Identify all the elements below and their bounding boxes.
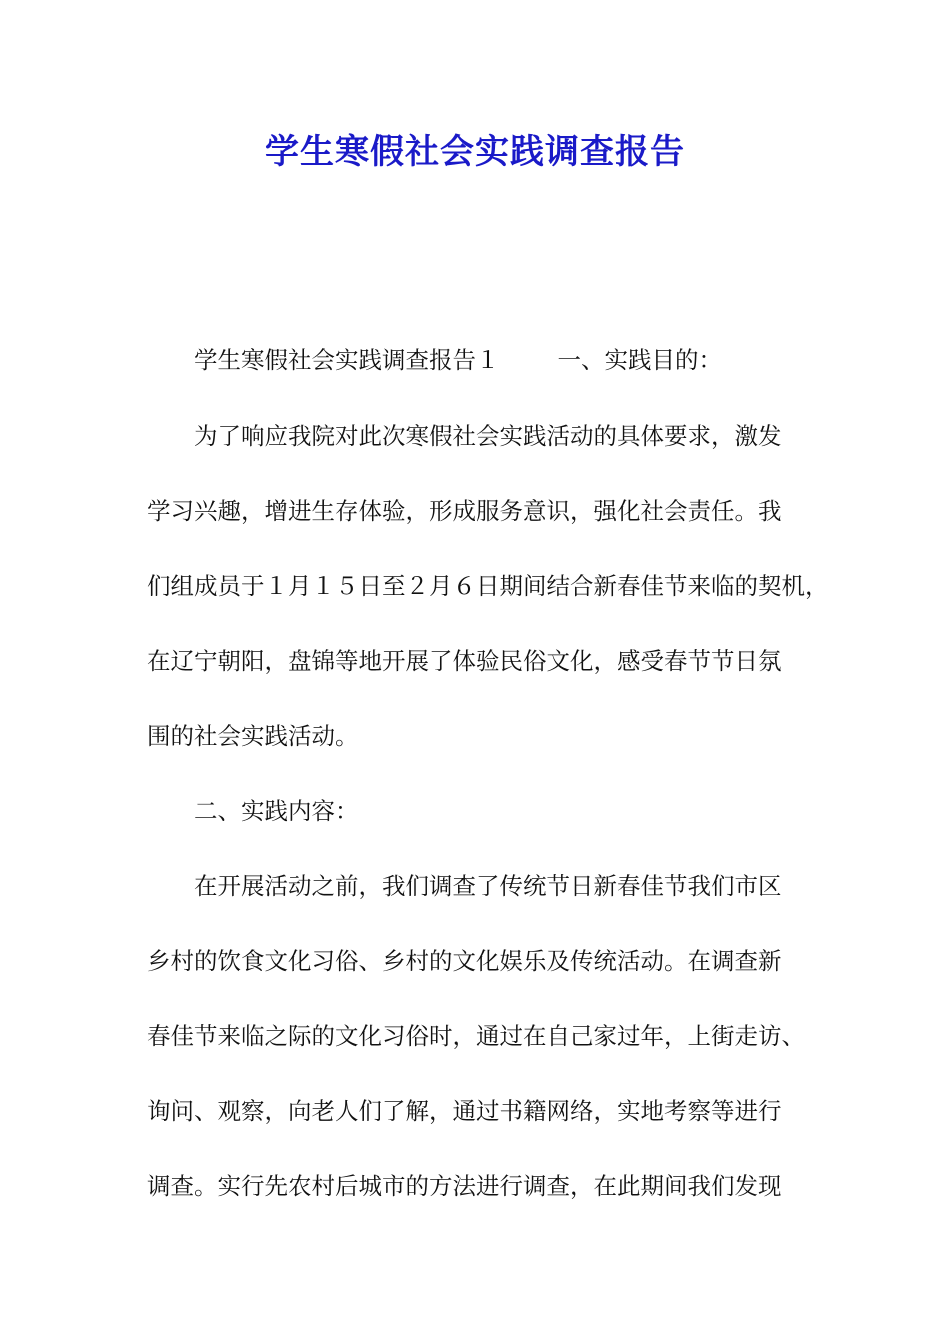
document-title: 学生寒假社会实践调查报告 bbox=[265, 132, 685, 172]
paragraph-line: 乡村的饮食文化习俗、乡村的文化娱乐及传统活动。在调查新 bbox=[147, 947, 782, 975]
paragraph-line: 询问、观察，向老人们了解，通过书籍网络，实地考察等进行 bbox=[147, 1097, 782, 1125]
paragraph-line: 为了响应我院对此次寒假社会实践活动的具体要求，激发 bbox=[194, 422, 782, 450]
paragraph-line: 围的社会实践活动。 bbox=[147, 722, 359, 750]
paragraph-line: 在开展活动之前，我们调查了传统节日新春佳节我们市区 bbox=[194, 872, 782, 900]
paragraph-line: 在辽宁朝阳，盘锦等地开展了体验民俗文化，感受春节节日氛 bbox=[147, 647, 782, 675]
paragraph-line: 调查。实行先农村后城市的方法进行调查，在此期间我们发现 bbox=[147, 1172, 782, 1200]
paragraph-line: 学习兴趣，增进生存体验，形成服务意识，强化社会责任。我 bbox=[147, 497, 782, 525]
paragraph-line: 们组成员于１月１５日至２月６日期间结合新春佳节来临的契机， bbox=[147, 572, 829, 600]
section-heading: 一、实践目的： bbox=[557, 346, 722, 374]
paragraph-line bbox=[194, 345, 722, 375]
paragraph-line: 春佳节来临之际的文化习俗时，通过在自己家过年，上街走访、 bbox=[147, 1022, 805, 1050]
section-heading: 二、实践内容： bbox=[194, 797, 359, 825]
subtitle-text: 学生寒假社会实践调查报告１ bbox=[194, 346, 500, 374]
